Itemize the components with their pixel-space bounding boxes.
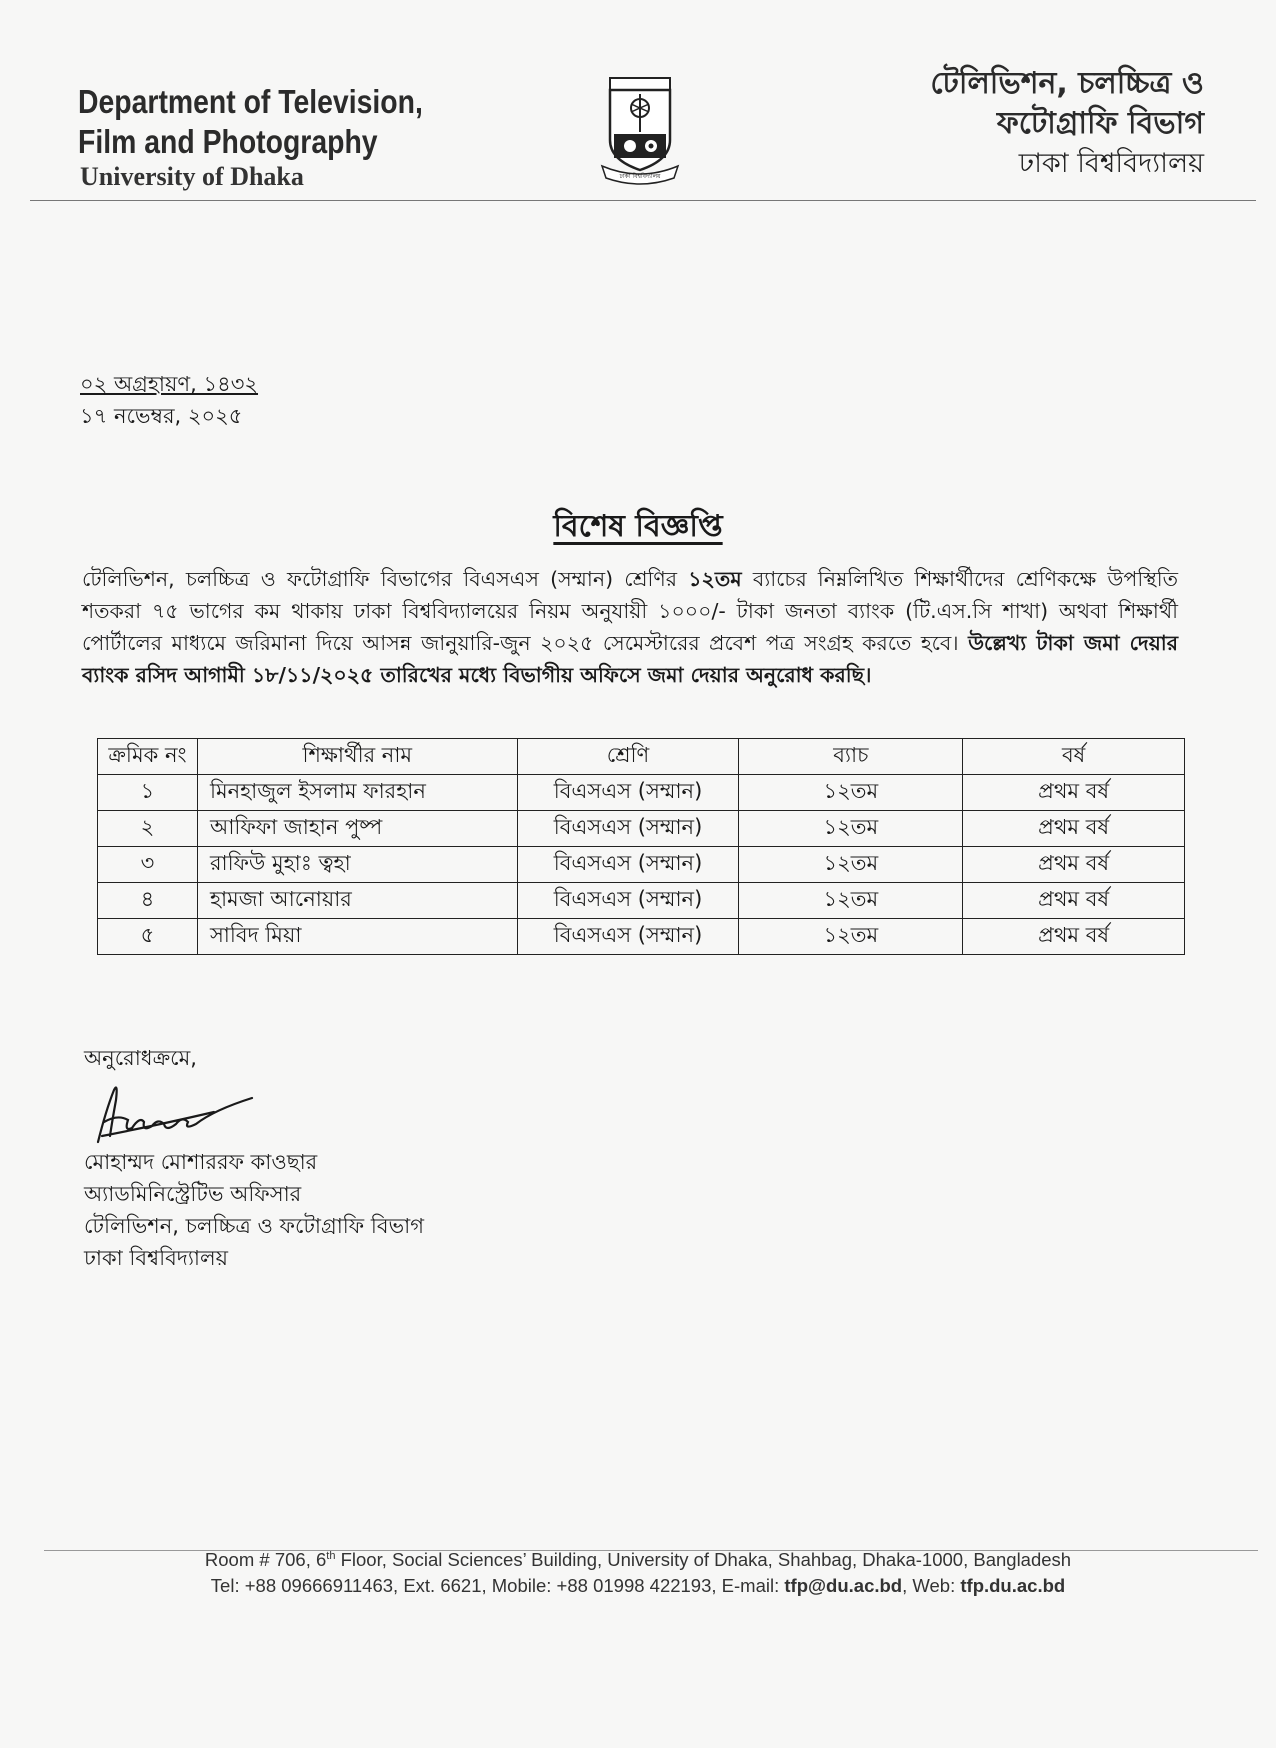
table-row bbox=[98, 847, 1185, 883]
footer bbox=[0, 1543, 1276, 1599]
cell-batch: ১২তম bbox=[739, 883, 963, 919]
university-name-bangla: ঢাকা বিশ্ববিদ্যালয় bbox=[1018, 148, 1204, 179]
signer-block bbox=[84, 1146, 424, 1274]
student-table bbox=[97, 738, 1185, 955]
footer-web-label: , Web: bbox=[902, 1575, 961, 1597]
department-bangla-line-1: টেলিভিশন, চলচ্চিত্র ও bbox=[930, 66, 1204, 101]
cell-class: বিএসএস (সম্মান) bbox=[517, 811, 739, 847]
cell-year: প্রথম বর্ষ bbox=[963, 811, 1185, 847]
cell-student-name: রাফিউ মুহাঃ ত্বহা bbox=[197, 847, 517, 883]
notice-body bbox=[82, 563, 1178, 691]
department-line-1: Department of Television, bbox=[78, 83, 423, 120]
footer-email-link[interactable]: tfp@du.ac.bd bbox=[784, 1575, 903, 1597]
footer-address bbox=[0, 1543, 1276, 1573]
cell-serial: ৪ bbox=[98, 883, 198, 919]
table-row bbox=[98, 883, 1185, 919]
footer-web-link[interactable]: tfp.du.ac.bd bbox=[960, 1575, 1066, 1597]
cell-serial: ১ bbox=[98, 775, 198, 811]
cell-class: বিএসএস (সম্মান) bbox=[517, 847, 739, 883]
cell-batch: ১২তম bbox=[739, 847, 963, 883]
notice-title bbox=[0, 502, 1276, 553]
cell-year: প্রথম বর্ষ bbox=[963, 775, 1185, 811]
header-year: বর্ষ bbox=[963, 739, 1185, 775]
cell-serial: ৩ bbox=[98, 847, 198, 883]
header-divider bbox=[30, 200, 1256, 201]
header-student-name: শিক্ষার্থীর নাম bbox=[197, 739, 517, 775]
footer-contact-numbers: Tel: +88 09666911463, Ext. 6621, Mobile: +88 01998 422193, E-mail: bbox=[210, 1575, 785, 1597]
university-name-english: University of Dhaka bbox=[80, 162, 304, 191]
body-part-2: ব্যাচের নিম্নলিখিত শিক্ষার্থীদের শ্রেণিকক্ষে উপস্থিতি শতকরা ৭৫ ভাগের কম থাকায় ঢাকা বিশ্ববিদ্যালয়ের নিয়ম অনুযায়ী ১০০০/- টাকা জনতা ব্যাংক (টি.এস.সি শাখা) অথবা শিক্ষার্থী পোর্টালের মাধ্যমে জরিমানা দিয়ে আসন্ন জানুয়ারি-জুন ২০২৫ সেমেস্টারের প্রবেশ পত্র সংগ্রহ করতে হবে। bbox=[82, 567, 1178, 655]
signer-department: টেলিভিশন, চলচ্চিত্র ও ফটোগ্রাফি বিভাগ bbox=[84, 1214, 425, 1238]
notice-title-text: বিশেষ বিজ্ঞপ্তি bbox=[553, 509, 723, 544]
body-deadline-instruction: উল্লেখ্য টাকা জমা দেয়ার ব্যাংক রসিদ আগামী ১৮/১১/২০২৫ তারিখের মধ্যে বিভাগীয় অফিসে জমা দেয়ার অনুরোধ করছি। bbox=[82, 631, 1179, 687]
cell-student-name: সাবিদ মিয়া bbox=[197, 919, 517, 955]
department-name-english bbox=[78, 82, 423, 162]
cell-student-name: হামজা আনোয়ার bbox=[197, 883, 517, 919]
header-batch: ব্যাচ bbox=[739, 739, 963, 775]
logo-ribbon-text: ঢাকা বিশ্ববিদ্যালয় bbox=[619, 173, 661, 180]
table-row bbox=[98, 919, 1185, 955]
cell-class: বিএসএস (সম্মান) bbox=[517, 919, 739, 955]
header-serial: ক্রমিক নং bbox=[98, 739, 198, 775]
department-line-2: Film and Photography bbox=[78, 123, 378, 160]
cell-year: প্রথম বর্ষ bbox=[963, 847, 1185, 883]
signer-university: ঢাকা বিশ্ববিদ্যালয় bbox=[84, 1246, 229, 1270]
footer-address-superscript: th bbox=[326, 1550, 336, 1562]
cell-class: বিএসএস (সম্মান) bbox=[517, 775, 739, 811]
department-name-bangla bbox=[930, 64, 1204, 184]
cell-serial: ৫ bbox=[98, 919, 198, 955]
table-row bbox=[98, 775, 1185, 811]
signer-name: মোহাম্মদ মোশাররফ কাওছার bbox=[84, 1150, 318, 1174]
cell-batch: ১২তম bbox=[739, 775, 963, 811]
date-gregorian: ১৭ নভেম্বর, ২০২৫ bbox=[80, 404, 243, 428]
body-batch: ১২তম bbox=[688, 567, 742, 591]
request-phrase: অনুরোধক্রমে, bbox=[84, 1046, 197, 1070]
cell-class: বিএসএস (সম্মান) bbox=[517, 883, 739, 919]
cell-year: প্রথম বর্ষ bbox=[963, 883, 1185, 919]
footer-contact bbox=[0, 1573, 1276, 1599]
cell-year: প্রথম বর্ষ bbox=[963, 919, 1185, 955]
department-bangla-line-2: ফটোগ্রাফি বিভাগ bbox=[996, 106, 1204, 141]
cell-batch: ১২তম bbox=[739, 811, 963, 847]
university-logo-icon bbox=[600, 74, 680, 186]
table-header-row bbox=[98, 739, 1185, 775]
footer-address-end: Floor, Social Sciences’ Building, University of Dhaka, Shahbag, Dhaka-1000, Bangladesh bbox=[335, 1549, 1072, 1571]
header-class: শ্রেণি bbox=[517, 739, 739, 775]
date-bangla-calendar: ০২ অগ্রহায়ণ, ১৪৩২ bbox=[80, 372, 259, 396]
signer-designation: অ্যাডমিনিস্ট্রেটিভ অফিসার bbox=[84, 1182, 302, 1206]
cell-student-name: মিনহাজুল ইসলাম ফারহান bbox=[197, 775, 517, 811]
cell-serial: ২ bbox=[98, 811, 198, 847]
cell-batch: ১২তম bbox=[739, 919, 963, 955]
footer-address-start: Room # 706, 6 bbox=[204, 1549, 327, 1571]
table-row bbox=[98, 811, 1185, 847]
cell-student-name: আফিফা জাহান পুষ্প bbox=[197, 811, 517, 847]
signature-icon bbox=[84, 1070, 264, 1150]
body-part-1: টেলিভিশন, চলচ্চিত্র ও ফটোগ্রাফি বিভাগের বিএসএস (সম্মান) শ্রেণির bbox=[82, 567, 689, 591]
